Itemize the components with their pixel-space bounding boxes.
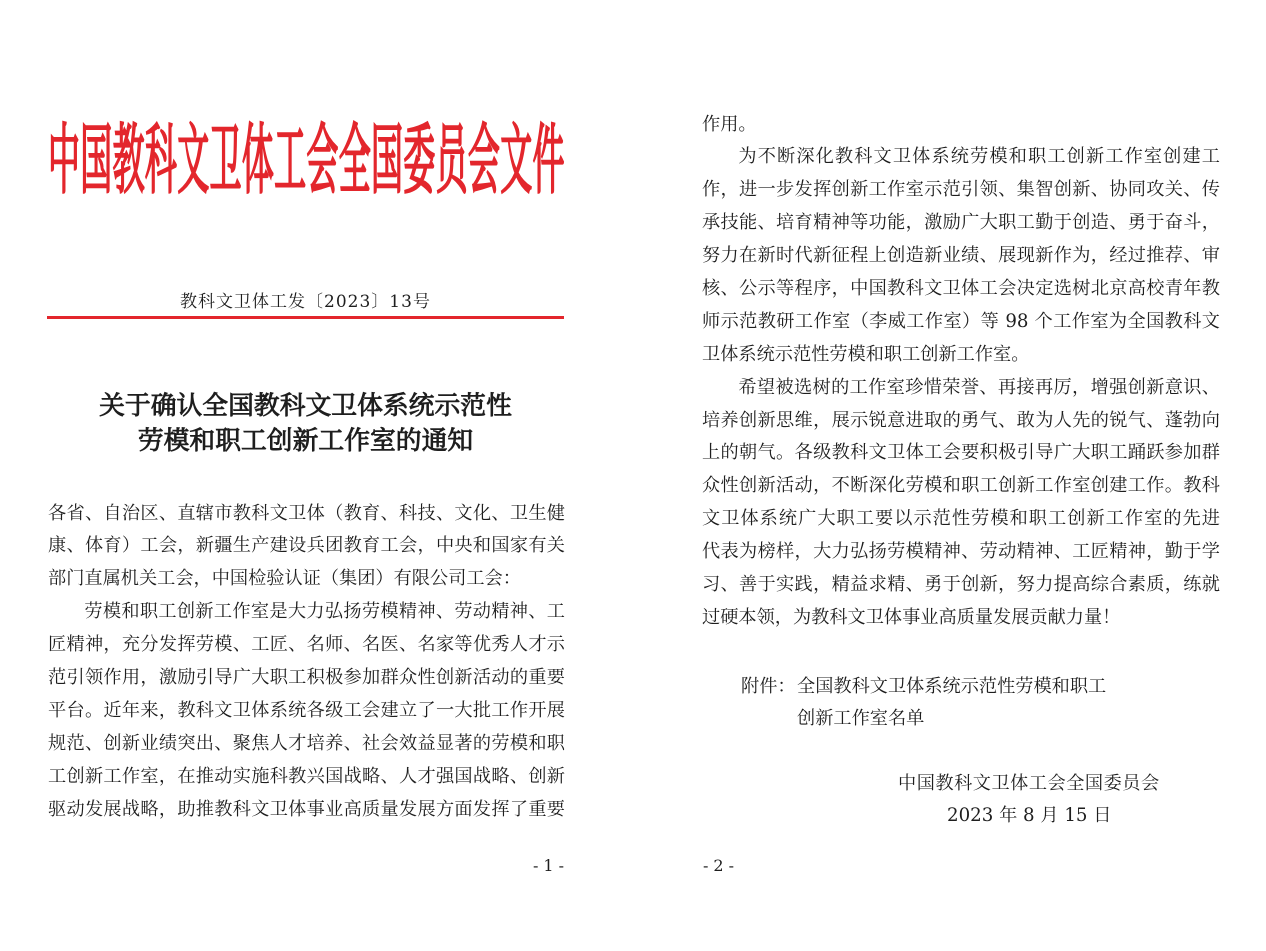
issue-date: 2023 年 8 月 15 日: [947, 804, 1112, 826]
body-line: 习、善于实践，精益求精、勇于创新，努力提高综合素质，练就: [702, 573, 1220, 595]
red-divider-line: [47, 316, 564, 319]
body-line: 承技能、培育精神等功能，激励广大职工勤于创造、勇于奋斗，: [702, 212, 1220, 234]
body-line: 各省、自治区、直辖市教科文卫体（教育、科技、文化、卫生健: [48, 502, 565, 524]
page-number-1: -1-: [533, 856, 569, 875]
body-line: 师示范教研工作室（李威工作室）等 98 个工作室为全国教科文: [702, 310, 1220, 332]
body-line: 匠精神，充分发挥劳模、工匠、名师、名医、名家等优秀人才示: [48, 634, 565, 656]
attachment-label: 附件：: [741, 675, 796, 697]
body-line: 平台。近年来，教科文卫体系统各级工会建立了一大批工作开展: [48, 699, 565, 721]
body-line: 希望被选树的工作室珍惜荣誉、再接再厉，增强创新意识、: [738, 376, 1220, 398]
body-line: 核、公示等程序，中国教科文卫体工会决定选树北京高校青年教: [702, 277, 1220, 299]
body-line: 培养创新思维，展示锐意进取的勇气、敢为人先的锐气、蓬勃向: [702, 409, 1220, 431]
issuer-signature: 中国教科文卫体工会全国委员会: [898, 772, 1160, 794]
attachment-title-line-1: 全国教科文卫体系统示范性劳模和职工: [797, 675, 1107, 697]
body-line: 作，进一步发挥创新工作室示范引领、集智创新、协同攻关、传: [702, 179, 1220, 201]
body-line: 上的朝气。各级教科文卫体工会要积极引导广大职工踊跃参加群: [702, 442, 1220, 464]
body-line: 部门直属机关工会，中国检验认证（集团）有限公司工会：: [48, 568, 521, 590]
body-line: 康、体育）工会，新疆生产建设兵团教育工会，中央和国家有关: [48, 535, 565, 557]
body-line: 为不断深化教科文卫体系统劳模和职工创新工作室创建工: [738, 146, 1220, 168]
body-line: 规范、创新业绩突出、聚焦人才培养、社会效益显著的劳模和职: [48, 732, 565, 754]
page-number-2: -2-: [703, 856, 739, 875]
body-line: 文卫体系统广大职工要以示范性劳模和职工创新工作室的先进: [702, 508, 1220, 530]
document-header-title: 中国教科文卫体工会全国委员会文件: [48, 114, 565, 206]
notice-title-line-2: 劳模和职工创新工作室的通知: [137, 426, 474, 456]
body-line: 众性创新活动，不断深化劳模和职工创新工作室创建工作。教科: [702, 475, 1220, 497]
body-line: 代表为榜样，大力弘扬劳模精神、劳动精神、工匠精神，勤于学: [702, 541, 1220, 563]
notice-title-line-1: 关于确认全国教科文卫体系统示范性: [99, 391, 512, 421]
body-line: 作用。: [702, 113, 757, 135]
page-1-body-text: [48, 498, 565, 827]
notice-title: [47, 389, 564, 459]
body-line: 努力在新时代新征程上创造新业绩、展现新作为，经过推荐、审: [702, 245, 1220, 267]
body-line: 范引领作用，激励引导广大职工积极参加群众性创新活动的重要: [48, 666, 565, 688]
body-line: 工创新工作室，在推动实施科教兴国战略、人才强国战略、创新: [48, 765, 565, 787]
body-line: 驱动发展战略，助推教科文卫体事业高质量发展方面发挥了重要: [48, 798, 565, 820]
document-number: 教科文卫体工发〔2023〕13号: [180, 292, 431, 312]
body-line: 卫体系统示范性劳模和职工创新工作室。: [702, 343, 1030, 365]
body-line: 劳模和职工创新工作室是大力弘扬劳模精神、劳动精神、工: [84, 601, 565, 623]
attachment-title-line-2: 创新工作室名单: [797, 708, 925, 730]
body-line: 过硬本领，为教科文卫体事业高质量发展贡献力量！: [702, 606, 1121, 628]
page-2-body-text: [702, 109, 1220, 635]
attachment-title: [797, 671, 1106, 737]
